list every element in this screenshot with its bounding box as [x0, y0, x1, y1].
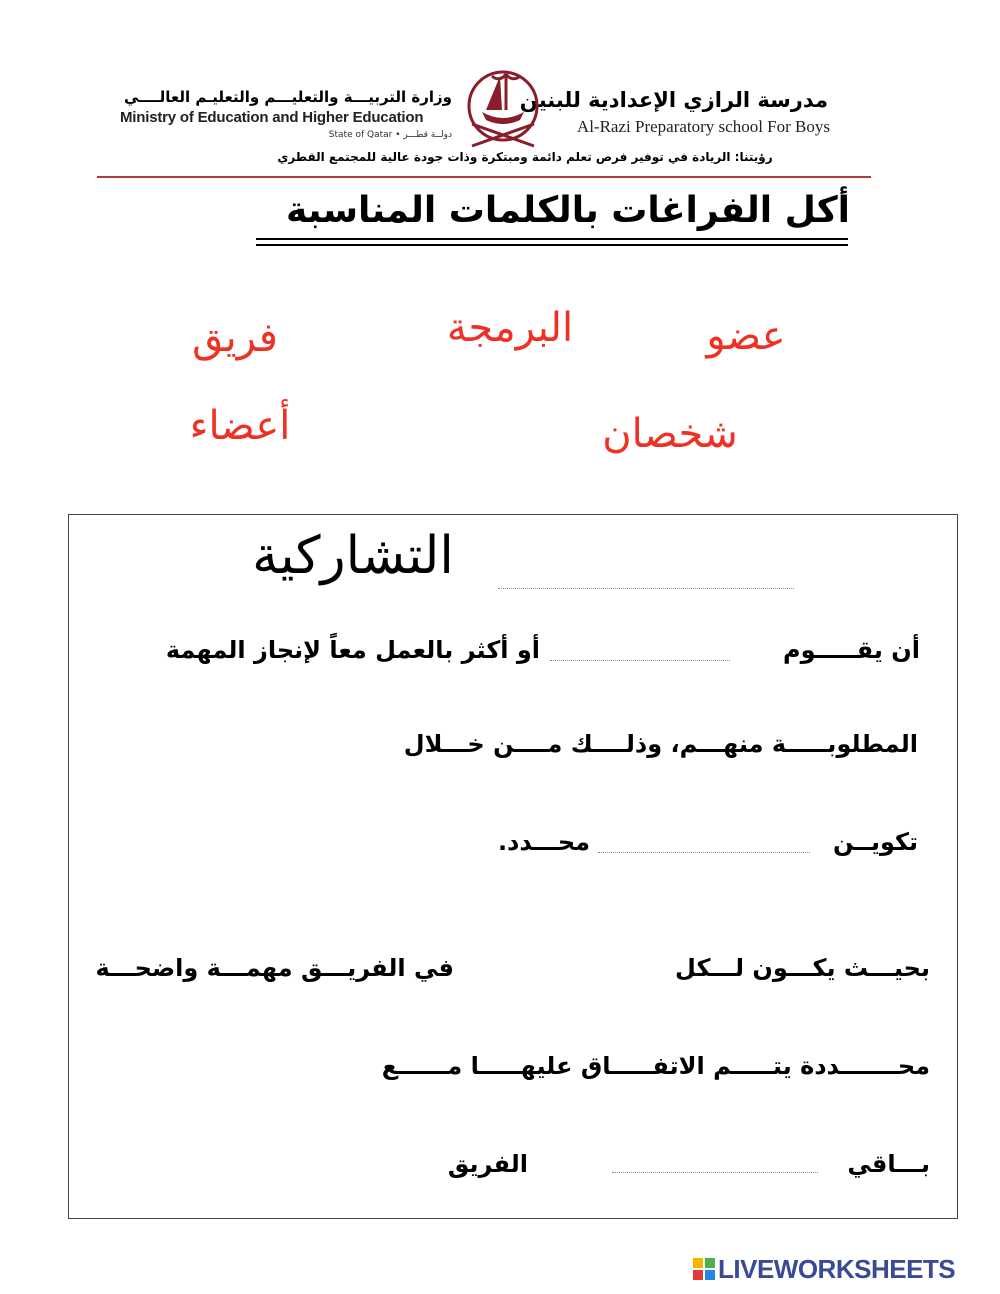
- word-bank-item[interactable]: شخصان: [602, 411, 738, 457]
- word-bank-item[interactable]: أعضاء: [189, 403, 291, 449]
- blank-drop-zone-4[interactable]: [470, 980, 650, 981]
- header-divider: [97, 176, 871, 178]
- school-name-english: Al-Razi Preparatory school For Boys: [576, 117, 830, 136]
- passage-text: أو أكثر بالعمل معاً لإنجاز المهمة: [165, 636, 540, 664]
- passage-text: في الفريـــق مهمـــة واضحـــة: [95, 954, 454, 982]
- page-title: أكل الفراغات بالكلمات المناسبة: [286, 190, 850, 231]
- title-underline: [256, 238, 848, 240]
- passage-text: بحيـــث يكـــون لـــكل: [675, 954, 930, 982]
- passage-text: محـــــــددة يتـــــم الاتفـــــاق عليهـــــا مــــــع: [381, 1052, 930, 1080]
- blank-drop-zone-1[interactable]: [498, 588, 794, 589]
- ministry-name-arabic: وزارة التربيـــة والتعليـــم والتعليـم العالــــي: [123, 88, 452, 106]
- passage-text: أن يقـــــوم: [782, 636, 920, 664]
- exercise-box: [68, 514, 958, 1219]
- passage-text: محـــدد.: [497, 828, 590, 856]
- title-underline-double: [256, 244, 848, 246]
- blank-drop-zone-3[interactable]: [598, 852, 810, 853]
- liveworksheets-logo-icon: [692, 1257, 716, 1281]
- school-name-arabic: مدرسة الرازي الإعدادية للبنين: [519, 88, 828, 112]
- liveworksheets-brand[interactable]: LIVEWORKSHEETS: [718, 1254, 956, 1284]
- passage-text: تكويــن: [832, 828, 918, 856]
- qatar-emblem-icon: [462, 64, 544, 150]
- passage-text: الفريق: [447, 1150, 528, 1178]
- word-bank-item[interactable]: فريق: [192, 315, 278, 361]
- vision-statement: رؤيتنا: الريادة في توفير فرص تعلم دائمة ومبتكرة وذات جودة عالية للمجتمع القطري: [277, 150, 773, 164]
- blank-drop-zone-5[interactable]: [612, 1172, 818, 1173]
- ministry-name-english: Ministry of Education and Higher Education: [120, 109, 424, 126]
- word-bank-item[interactable]: البرمجة: [446, 305, 574, 351]
- word-bank-item[interactable]: عضو: [706, 313, 786, 359]
- passage-heading-word: التشاركية: [252, 526, 454, 586]
- state-label: State of Qatar • دولــة قطـــر: [328, 130, 452, 140]
- passage-text: المطلوبـــــة منهـــم، وذلــــك مــــن خـــلال: [403, 730, 918, 758]
- blank-drop-zone-2[interactable]: [550, 660, 730, 661]
- passage-text: بـــاقي: [847, 1150, 930, 1178]
